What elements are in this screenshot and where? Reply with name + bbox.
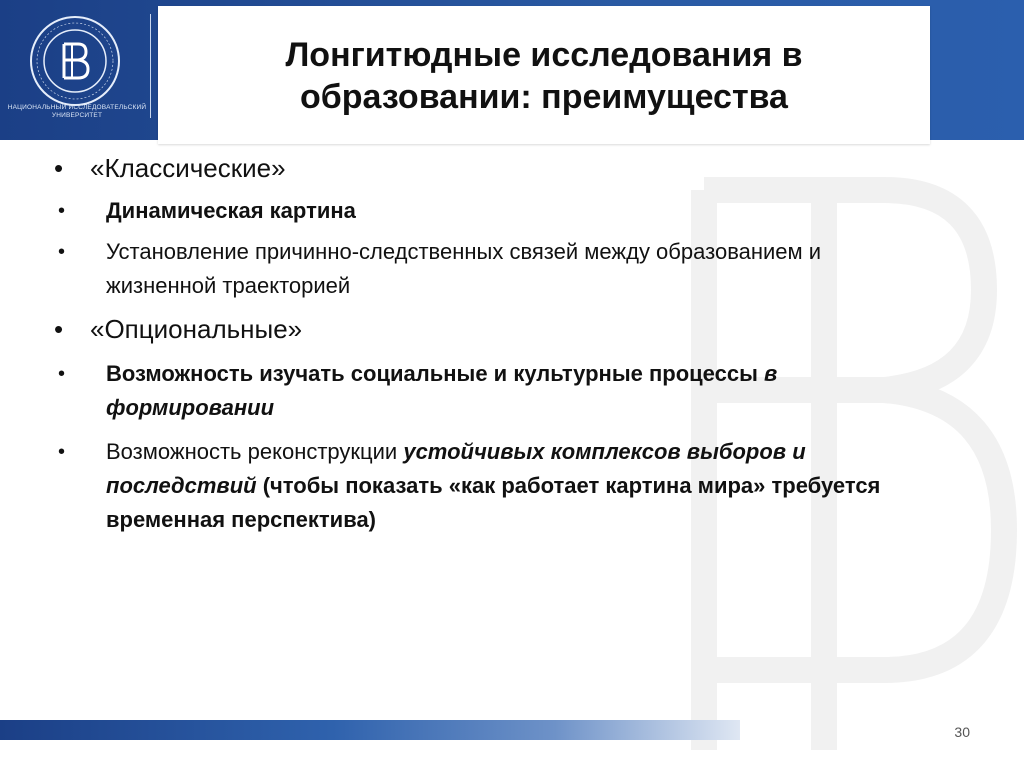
list-item (50, 194, 950, 228)
list-item (50, 311, 950, 347)
list-item (50, 435, 950, 537)
title-box (158, 6, 930, 144)
bullet-marker: • (54, 153, 64, 183)
list-item (50, 357, 950, 425)
bullet-text: Установление причинно-следственных связей между образованием и жизненной траекторией (106, 239, 822, 298)
list-item (50, 150, 950, 186)
bullet-text: Динамическая картина (106, 198, 356, 223)
list-item (50, 235, 950, 303)
logo-divider (150, 14, 151, 118)
bullet-text-part: Возможность изучать социальные и культурные процессы (106, 361, 764, 386)
bullet-list (50, 148, 950, 537)
footer-bar (0, 720, 740, 740)
bullet-text (50, 435, 946, 537)
title-line-2: образовании: преимущества (300, 78, 788, 116)
bullet-marker: • (58, 200, 66, 222)
bullet-text: «Классические» (90, 153, 286, 183)
bullet-marker: • (58, 241, 66, 263)
hse-logo-icon (28, 14, 122, 108)
bullet-text-emphasis: в формировании (106, 361, 778, 420)
bullet-text-emphasis: устойчивых комплексов выборов и последствий (106, 439, 806, 498)
slide-title (158, 34, 930, 118)
bullet-marker: • (58, 441, 66, 463)
bullet-text-part: (чтобы показать «как работает картина мира» требуется временная перспектива) (106, 473, 881, 532)
logo-caption: НАЦИОНАЛЬНЫЙ ИССЛЕДОВАТЕЛЬСКИЙ УНИВЕРСИТЕТ (7, 104, 147, 119)
logo (0, 0, 150, 140)
page-number: 30 (954, 724, 970, 740)
bullet-marker: • (54, 314, 64, 344)
bullet-text: «Опциональные» (90, 314, 303, 344)
title-line-1: Лонгитюдные исследования в (285, 36, 803, 74)
bullet-text-part: Возможность реконструкции (106, 439, 404, 464)
bullet-marker: • (58, 363, 66, 385)
bullet-text (50, 357, 866, 425)
